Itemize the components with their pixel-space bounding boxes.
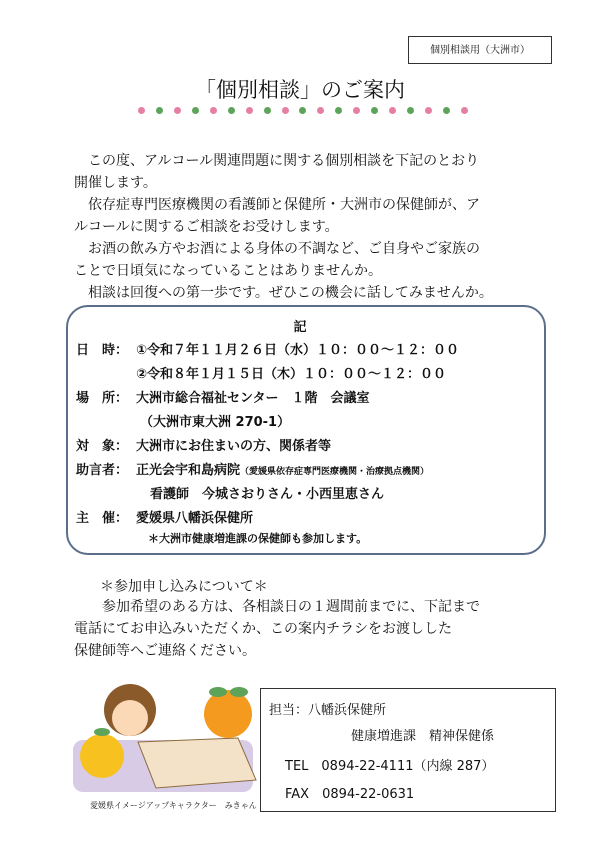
flower-divider <box>138 104 468 116</box>
mascot-illustration <box>68 680 258 798</box>
flower-icon <box>317 107 324 114</box>
advisor-label: 助言者： <box>76 463 129 478</box>
mikyan-head <box>204 690 252 738</box>
intro-line: 相談は回復への第一歩です。ぜひこの機会に話してみませんか。 <box>74 285 493 301</box>
contact-box <box>260 688 556 812</box>
leaf-icon <box>156 107 163 114</box>
contact-office: 担当：八幡浜保健所 <box>269 703 387 718</box>
date-1: ①令和７年１１月２６日（水）１０：００～１２：００ <box>136 343 460 358</box>
leaf-icon <box>407 107 414 114</box>
contact-section: 健康増進課 精神保健係 <box>351 729 495 744</box>
intro-line: お酒の飲み方やお酒による身体の不調など、ご自身やご家族の <box>74 241 480 257</box>
flower-icon <box>282 107 289 114</box>
leaf-icon <box>371 107 378 114</box>
leaf-icon <box>264 107 271 114</box>
leaf-icon <box>299 107 306 114</box>
advisor-note: （愛媛県依存症専門医療機関・治療拠点機関） <box>240 467 430 477</box>
flower-icon <box>174 107 181 114</box>
leaf-icon <box>209 687 227 697</box>
application-line: 保健師等へご連絡ください。 <box>74 643 256 659</box>
application-heading: ＊参加申し込みについて＊ <box>100 579 268 595</box>
flower-icon <box>425 107 432 114</box>
leaf-icon <box>94 728 110 736</box>
target-value: 大洲市にお住まいの方、関係者等 <box>136 439 332 454</box>
mikyan-small-head <box>80 734 124 778</box>
leaf-icon <box>335 107 342 114</box>
table-shape <box>138 738 256 788</box>
host-value: 愛媛県八幡浜保健所 <box>136 511 254 526</box>
intro-line: 開催します。 <box>74 175 157 191</box>
mascot-caption: 愛媛県イメージアップキャラクター みきゃん <box>90 801 257 810</box>
advisor-hospital: 正光会宇和島病院 <box>136 463 241 478</box>
contact-fax: FAX 0894-22-0631 <box>285 787 415 802</box>
flower-icon <box>353 107 360 114</box>
application-text <box>74 596 554 662</box>
intro-line: 依存症専門医療機関の看護師と保健所・大洲市の保健師が、ア <box>74 197 480 213</box>
leaf-icon <box>192 107 199 114</box>
target-label: 対 象： <box>76 439 129 454</box>
flower-icon <box>210 107 217 114</box>
place-label: 場 所： <box>76 391 129 406</box>
intro-line: ルコールに関するご相談をお受けします。 <box>74 219 339 235</box>
date-2: ②令和８年１月１５日（木）１０：００～１２：００ <box>136 367 447 382</box>
advisor-names: 看護師 今城さおりさん・小西里恵さん <box>150 487 385 502</box>
page-title: 「個別相談」のご案内 <box>195 78 405 102</box>
mascot-face <box>112 700 148 736</box>
flower-icon <box>246 107 253 114</box>
leaf-icon <box>230 687 248 697</box>
details-heading: 記 <box>293 320 307 335</box>
flower-icon <box>138 107 145 114</box>
flower-icon <box>461 107 468 114</box>
intro-line: この度、アルコール関連問題に関する個別相談を下記のとおり <box>74 153 480 169</box>
usage-tag: 個別相談用（大洲市） <box>408 36 552 64</box>
date-label: 日 時： <box>76 343 129 358</box>
place-address: （大洲市東大洲 270-1） <box>140 415 291 430</box>
flower-icon <box>389 107 396 114</box>
advisor-value <box>136 459 429 478</box>
intro-text <box>74 150 544 304</box>
place-value: 大洲市総合福祉センター １階 会議室 <box>136 391 370 406</box>
leaf-icon <box>228 107 235 114</box>
application-line: 参加希望のある方は、各相談日の１週間前までに、下記まで <box>74 599 480 615</box>
intro-line: ことで日頃気になっていることはありませんか。 <box>74 263 382 279</box>
leaf-icon <box>443 107 450 114</box>
host-label: 主 催： <box>76 511 129 526</box>
contact-tel: TEL 0894-22-4111（内線 287） <box>285 759 495 774</box>
application-line: 電話にてお申込みいただくか、この案内チラシをお渡しした <box>74 621 452 637</box>
host-note: ＊大洲市健康増進課の保健師も参加します。 <box>148 532 368 545</box>
